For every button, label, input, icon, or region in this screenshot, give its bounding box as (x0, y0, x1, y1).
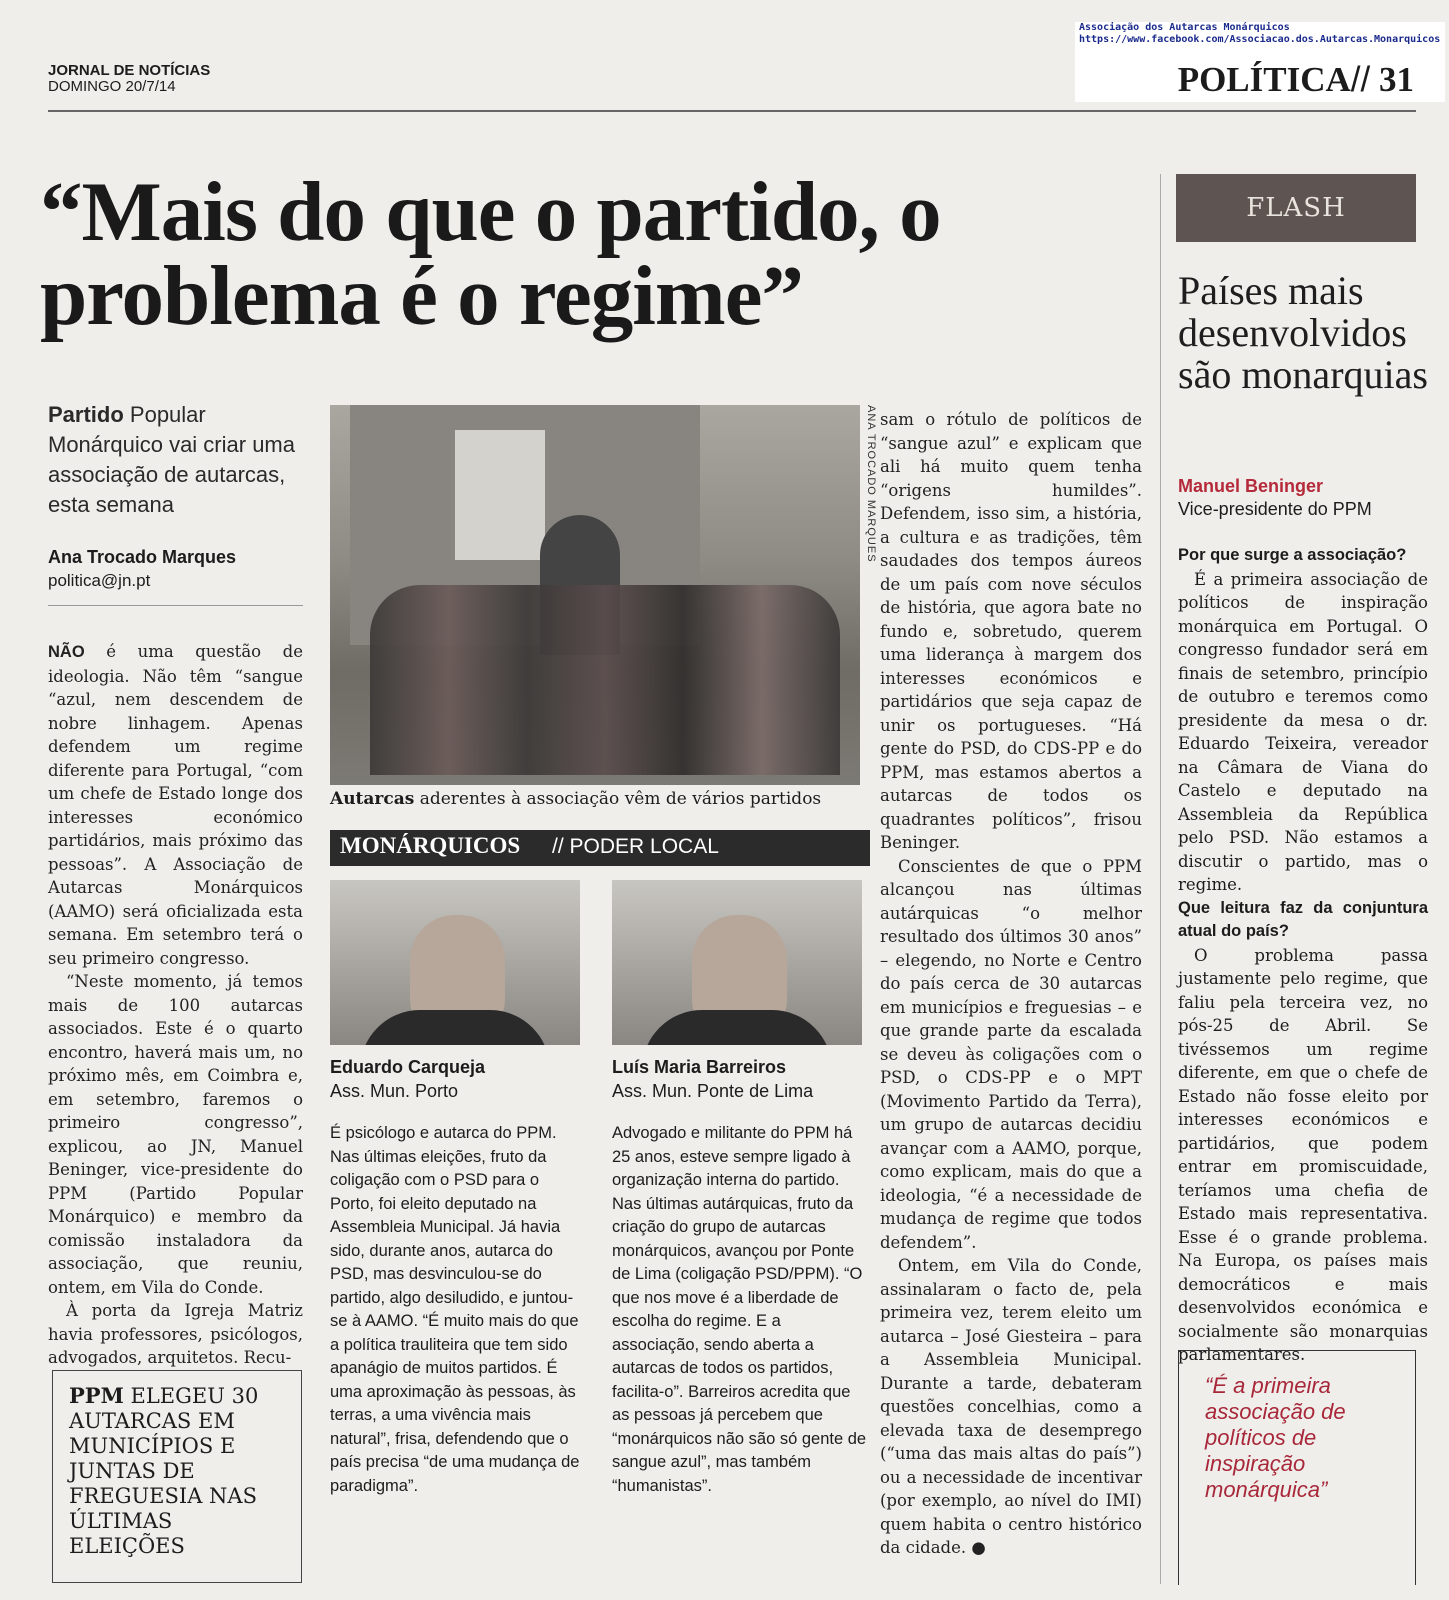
answer: O problema passa justamente pelo regime, que faliu pela terceira vez, no pós-25 de Abril. Se tivéssemos um regime diferente, em que o chefe de Estado não fosse eleito por interesses económicos e partidários, que podem entrar em promiscuidade, teríamos uma chefia de Estado mais representativa. Esse é o grande problema. Na Europa, os países mais democráticos e mais desenvolvidos económica e socialmente são monarquias parlamentares. (1178, 945, 1428, 1364)
author-name: Ana Trocado Marques (48, 547, 237, 567)
group-photo (330, 405, 860, 785)
body (360, 1010, 550, 1045)
section-header (1178, 60, 1414, 100)
band-subtitle: // PODER LOCAL (552, 835, 719, 858)
portrait-photo (330, 880, 580, 1045)
pull-quote: “É a primeira associação de políticos de inspiração monárquica” (1178, 1350, 1416, 1585)
profile-role: Ass. Mun. Porto (330, 1081, 459, 1101)
interviewee-role: Vice-presidente do PPM (1178, 499, 1372, 519)
section-name: POLÍTICA (1177, 60, 1351, 99)
question: Que leitura faz da conjuntura atual do país? (1178, 898, 1428, 940)
paragraph: “Neste momento, já temos mais de 100 autarcas associados. Este é o quarto encontro, haverá mais um, no próximo mês, em Coimbra e, em setembro, faremos o primeiro congresso”, explicou, ao JN, Manuel Beninger, vice-presidente do PPM (Partido Popular Monárquico) e membro da comissão instaladora da associação, que reuniu, ontem, em Vila do Conde. (48, 972, 303, 1297)
interviewee-name: Manuel Beninger (1178, 476, 1324, 496)
watermark-line1: Associação dos Autarcas Monárquicos (1079, 22, 1290, 33)
profile-bio: Advogado e militante do PPM há 25 anos, esteve sempre ligado à organização interna do partido. Nas últimas autárquicas, fruto da criação do grupo de autarcas monárquicos, avançou por Ponte de Lima (coligação PSD/PPM). “O que nos move é a liberdade de escolha do regime. E a associação, sendo aberta a autarcas de todos os partidos, facilita-o”. Barreiros acredita que as pessoas já percebem que “monárquicos não são só gente de sangue azul”, mas também “humanistas”. (612, 1124, 867, 1495)
callout-box (52, 1370, 302, 1583)
page-number: 31 (1379, 60, 1414, 99)
profile-name-text: Eduardo Carqueja (330, 1057, 486, 1077)
callout-text: ELEGEU 30 AUTARCAS EM MUNICÍPIOS E JUNTAS DE FREGUESIA NAS ÚLTIMAS ELEIÇÕES (69, 1384, 259, 1558)
banner (455, 430, 545, 560)
flash-label: FLASH (1176, 174, 1416, 242)
article-column-1 (48, 640, 303, 1370)
band-title: MONÁRQUICOS (340, 833, 521, 858)
caption-text: aderentes à associação vêm de vários partidos (414, 789, 822, 809)
portrait-photo (612, 880, 862, 1045)
dropcap-word: NÃO (48, 643, 85, 661)
paragraph-text: é uma questão de ideologia. Não têm “sangue “azul, nem descendem de nobre linhagem. Apenas defendem um regime diferente para Portugal, “com um chefe de Estado longe dos interesses económico partidários, mais próximo das pessoas”. A Associação de Autarcas Monárquicos (AAMO) será oficializada esta semana. Em setembro terá o seu primeiro congresso. (48, 642, 303, 968)
paragraph: Ontem, em Vila do Conde, assinalaram o facto de, pela primeira vez, terem eleito um autarca – José Giesteira – para a Assembleia Municipal. Durante a tarde, debateram questões concelhias, como a elevada taxa de desemprego (“uma das mais altas do país”) ou a necessidade de incentivar (por exemplo, ao nível do IMI) quem habita o centro histórico da cidade. ● (880, 1256, 1142, 1557)
lead-bold: Partido (48, 402, 124, 427)
interview-column (1178, 544, 1428, 1367)
photo-caption (330, 788, 860, 810)
flash-title: Países mais desenvolvidos são monarquias (1178, 268, 1428, 397)
masthead (48, 63, 210, 95)
caption-bold: Autarcas (330, 789, 415, 809)
issue-date: DOMINGO 20/7/14 (48, 78, 176, 95)
profile-name (330, 1055, 590, 1103)
question: Por que surge a associação? (1178, 546, 1407, 564)
watermark-line2: https://www.facebook.com/Associacao.dos.Autarcas.Monarquicos (1079, 34, 1441, 45)
article-column-3 (880, 408, 1142, 1560)
body (642, 1010, 832, 1045)
lead (48, 400, 318, 520)
headline: “Mais do que o partido, o problema é o regime” (40, 165, 941, 343)
profile-name-text: Luís Maria Barreiros (612, 1057, 787, 1077)
photo-credit: ANA TROCADO MARQUES (865, 405, 877, 563)
people-group (370, 585, 840, 775)
paragraph: sam o rótulo de políticos de “sangue azul” e explicam que ali há muito quem tenha “origens humildes”. Defendem, isso sim, a história, a cultura e as tradições, têm saudades dos tempos áureos de um país com nove séculos de história, que agora bate no fundo e, sobretudo, querem uma liderança à margem dos interesses económicos e partidários que seja capaz de unir os portugueses. “Há gente do PSD, do CDS-PP e do PPM, mas estamos abertos a autarcas de todos os quadrantes políticos”, frisou Beninger. (880, 410, 1142, 852)
column-divider (1160, 174, 1161, 1584)
byline (48, 545, 236, 593)
paragraph: Conscientes de que o PPM alcançou nas últimas autárquicas “o melhor resultado dos últimos 30 anos” – elegendo, no Norte e Centro do país cerca de 30 autarcas em municípios e freguesias – e que grande parte da escalada se deveu às coligações com o PSD, o CDS-PP e o MPT (Movimento Partido da Terra), um grupo de autarcas decidiu avançar com a AAMO, porque, como explicam, mais do que a ideologia, “é a necessidade de mudança de regime que todos defendem”. (880, 856, 1142, 1252)
paper-name: JORNAL DE NOTÍCIAS (48, 62, 211, 79)
top-rule (48, 110, 1416, 112)
callout-bold: PPM (69, 1383, 124, 1408)
profile-name (612, 1055, 872, 1103)
profile-bio: É psicólogo e autarca do PPM. Nas últimas eleições, fruto da coligação com o PSD para o Porto, foi eleito deputado na Assembleia Municipal. Já havia sido, durante anos, autarca do PSD, mas desvinculou-se do partido, algo desiludido, e juntou-se à AAMO. “É muito mais do que a política trauliteira que tem sido apanágio de muitos partidos. É uma aproximação às pessoas, às terras, a uma vivência mais natural”, frisa, defendendo que o país precisa “de uma mudança de paradigma”. (330, 1124, 580, 1495)
lead-text: Popular Monárquico vai criar uma associação de autarcas, esta semana (48, 402, 295, 517)
divider (48, 605, 303, 606)
author-email[interactable]: politica@jn.pt (48, 571, 151, 590)
profile-role: Ass. Mun. Ponte de Lima (612, 1081, 814, 1101)
answer: É a primeira associação de políticos de inspiração monárquica em Portugal. O congresso fundador será em finais de setembro, princípio de outubro e teremos como presidente da mesa o dr. Eduardo Teixeira, vereador na Câmara de Viana do Castelo e deputado na Assembleia da República pelo PSD. Não estamos a discutir o partido, mas o regime. (1178, 569, 1428, 894)
section-separator: // (1350, 60, 1371, 99)
paragraph (48, 640, 303, 970)
section-band (330, 830, 870, 866)
paragraph: À porta da Igreja Matriz havia professores, psicólogos, advogados, arquitetos. Recu- (48, 1301, 303, 1367)
interviewee (1178, 475, 1372, 521)
